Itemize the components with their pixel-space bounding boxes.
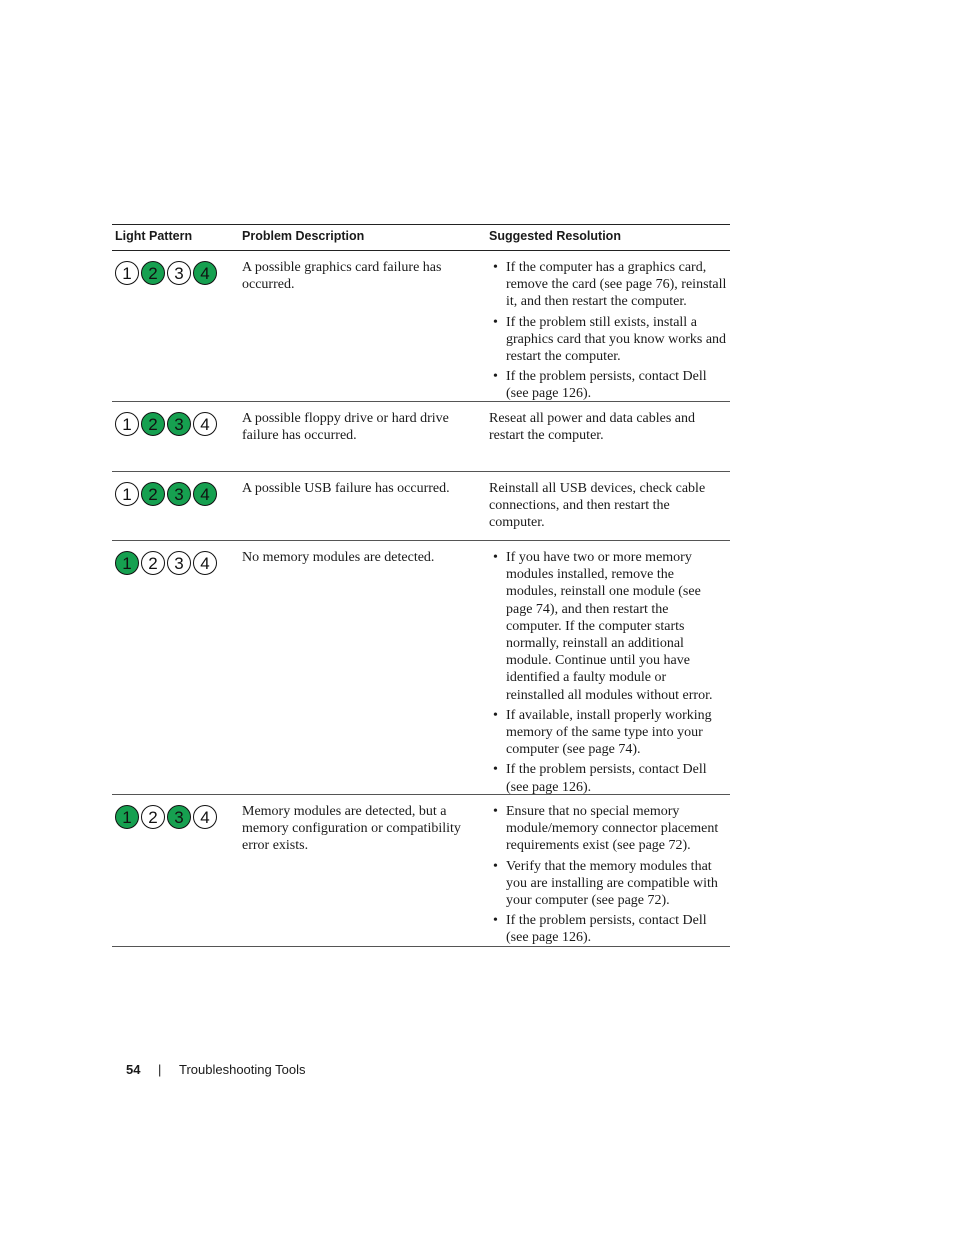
diagnostic-light-1: 1 bbox=[115, 261, 139, 285]
problem-description: A possible floppy drive or hard drive failure has occurred. bbox=[242, 411, 449, 444]
light-pattern bbox=[115, 482, 217, 506]
resolution-item: • If the problem still exists, install a graphics card that you know works and restart the computer. bbox=[489, 314, 727, 366]
diagnostic-light-3: 3 bbox=[167, 551, 191, 575]
resolution-item: • If available, install properly working memory of the same type into your computer (see page 74). bbox=[489, 707, 727, 759]
table-row bbox=[112, 251, 730, 402]
diagnostic-light-1: 1 bbox=[115, 551, 139, 575]
diagnostic-light-1: 1 bbox=[115, 482, 139, 506]
table-row bbox=[112, 472, 730, 541]
table-header bbox=[112, 225, 730, 251]
page-number: 54 bbox=[126, 1062, 141, 1077]
diagnostic-light-2: 2 bbox=[141, 412, 165, 436]
diagnostic-light-3: 3 bbox=[167, 261, 191, 285]
resolution-item: • Ensure that no special memory module/memory connector placement requirements exist (see page 72). bbox=[489, 803, 727, 855]
header-light-pattern: Light Pattern bbox=[115, 229, 193, 243]
diagnostic-light-2: 2 bbox=[141, 551, 165, 575]
resolution-item: • If the problem persists, contact Dell (see page 126). bbox=[489, 368, 727, 402]
light-pattern bbox=[115, 551, 217, 575]
problem-description: No memory modules are detected. bbox=[242, 550, 435, 565]
resolution-item: • Verify that the memory modules that you are installing are compatible with your computer (see page 72). bbox=[489, 858, 727, 910]
resolution-item: • If the problem persists, contact Dell (see page 126). bbox=[489, 912, 727, 946]
light-pattern bbox=[115, 261, 217, 285]
diagnostic-light-4: 4 bbox=[193, 551, 217, 575]
diagnostic-light-1: 1 bbox=[115, 412, 139, 436]
diagnostic-light-2: 2 bbox=[141, 482, 165, 506]
diagnostic-light-1: 1 bbox=[115, 805, 139, 829]
resolution-item: • If the computer has a graphics card, remove the card (see page 76), reinstall it, and then restart the computer. bbox=[489, 259, 727, 311]
light-pattern bbox=[115, 805, 217, 829]
suggested-resolution-list bbox=[489, 549, 727, 799]
suggested-resolution-list bbox=[489, 803, 727, 950]
diagnostic-light-4: 4 bbox=[193, 805, 217, 829]
section-title: Troubleshooting Tools bbox=[179, 1062, 306, 1077]
resolution-item: • If the problem persists, contact Dell (see page 126). bbox=[489, 761, 727, 795]
diagnostic-light-2: 2 bbox=[141, 805, 165, 829]
diagnostic-light-2: 2 bbox=[141, 261, 165, 285]
diagnostic-light-4: 4 bbox=[193, 412, 217, 436]
diagnostic-light-3: 3 bbox=[167, 482, 191, 506]
diagnostic-light-3: 3 bbox=[167, 412, 191, 436]
diagnostic-light-3: 3 bbox=[167, 805, 191, 829]
table-row bbox=[112, 795, 730, 947]
resolution-item: • If you have two or more memory modules installed, remove the modules, reinstall one module (see page 74), and then restart the computer. If the computer starts normally, reinstall an additional module. Continue until you have identified a faulty module or reinstalled all modules without error. bbox=[489, 549, 727, 704]
suggested-resolution: Reseat all power and data cables and restart the computer. bbox=[489, 411, 696, 444]
table-row bbox=[112, 402, 730, 472]
problem-description: A possible graphics card failure has occurred. bbox=[242, 260, 442, 293]
suggested-resolution-list bbox=[489, 259, 727, 406]
header-problem-description: Problem Description bbox=[242, 229, 365, 243]
light-pattern-table bbox=[112, 224, 730, 947]
light-pattern bbox=[115, 412, 217, 436]
diagnostic-light-4: 4 bbox=[193, 261, 217, 285]
diagnostic-light-4: 4 bbox=[193, 482, 217, 506]
problem-description: A possible USB failure has occurred. bbox=[242, 481, 450, 496]
table-row bbox=[112, 541, 730, 795]
header-suggested-resolution: Suggested Resolution bbox=[489, 229, 621, 243]
footer-separator: | bbox=[158, 1062, 162, 1077]
suggested-resolution: Reinstall all USB devices, check cable connections, and then restart the computer. bbox=[489, 481, 706, 531]
problem-description: Memory modules are detected, but a memory configuration or compatibility error exists. bbox=[242, 804, 461, 854]
